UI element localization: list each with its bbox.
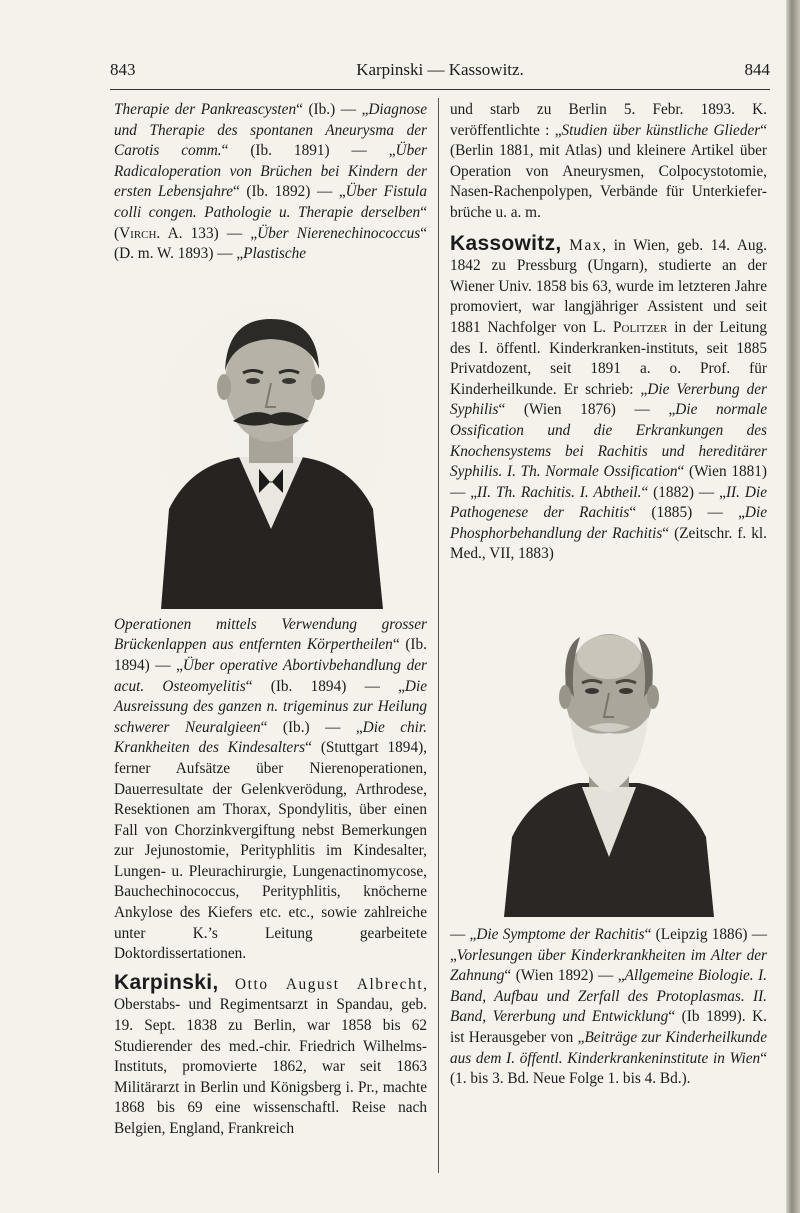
text-run: “ (Wien 1881) — „ xyxy=(450,463,768,501)
text-run: Über operative Abortivbehandlung der acut. Osteomyelitis xyxy=(114,656,427,695)
text-run: Die Symptome der Rachitis xyxy=(476,926,645,944)
portrait-kassowitz xyxy=(484,587,734,917)
text-run: “ (Zeitschr. f. kl. Med., VII, 1883) xyxy=(450,524,767,563)
text-run: II. Die Pathogenese der Rachitis xyxy=(450,483,767,522)
entry-name: Karpinski, xyxy=(114,970,219,994)
text-run: “ (Ib 1899). K. ist Herausgeber von „ xyxy=(450,1008,767,1047)
entry-karpinski xyxy=(114,970,427,1140)
text-run: “ (Ib. 1891) — „ xyxy=(221,142,396,160)
portrait-karpinski xyxy=(121,279,421,609)
text-run: , Oberstabs- und Regimentsarzt in Spandau, geb. 19. Sept. 1838 zu Berlin, war 1858 bis 62 Studierender des med.-chir. Friedrich Wilhelms-Instituts, promovierte 1862, war seit 1863 Militärarzt in Berlin und Königsberg i. Pr., machte 1868 bis 69 eine wissenschaftl. Reise nach Belgien, England, Frankreich xyxy=(114,975,427,1137)
text-run: Therapie der Pankreascysten xyxy=(114,101,297,118)
text-run xyxy=(219,976,235,993)
page-number-right: 844 xyxy=(744,60,770,79)
text-run: in der Leitung des I. öffentl. Kinderkranken-instituts, seit 1885 Privatdozent, seit 1891 a. o. Prof. für Kinderheilkunde. Er schrieb: „ xyxy=(450,318,767,398)
text-run: Beiträge zur Kinderheilkunde aus dem I. öffentl. Kinderkrankeninstitute in Wien xyxy=(450,1029,768,1067)
text-run: “ (D. m. W. 1893) — „ xyxy=(114,224,427,263)
text-run: Virch. xyxy=(119,224,161,242)
text-run: “ (1882) — „ xyxy=(641,483,726,501)
text-run: “ (Ib. 1892) — „ xyxy=(233,183,346,201)
left-column xyxy=(114,100,427,1140)
entry-paragraph xyxy=(114,615,427,965)
text-run: Operationen mittels Verwendung grosser Brückenlappen aus entfernten Körpertheilen xyxy=(114,615,427,654)
text-run: Die normale Ossification und die Erkrankungen des Knochensystems bei Rachitis und hereditärer Syphilis. I. Th. Normale Ossification xyxy=(450,401,767,481)
text-run: Max xyxy=(569,236,603,254)
text-run: A. 133) — „ xyxy=(160,224,258,242)
text-run: “ (Ib.) — „ xyxy=(296,101,369,118)
text-run: — „ xyxy=(450,926,477,944)
text-run: , in Wien, geb. 14. Aug. 1842 zu Pressburg (Ungarn), studierte an der Wiener Univ. 1858 bis 63, wurde im letzteren Jahre promoviert, war langjähriger Assistent und seit 1881 Nachfolger von L. xyxy=(450,236,767,336)
running-title: Karpinski — Kassowitz. xyxy=(356,60,524,79)
text-run: “ (Wien 1876) — „ xyxy=(498,401,676,419)
text-run: “ (Ib. 1894) — „ xyxy=(245,677,405,695)
text-run: “ (1. bis 3. Bd. Neue Folge 1. bis 4. Bd.). xyxy=(450,1049,767,1088)
header-rule xyxy=(110,89,770,90)
entry-paragraph xyxy=(114,100,427,265)
page-header xyxy=(110,60,770,86)
text-run: Vorlesungen über Kinderkrankheiten im Alter der Zahnung xyxy=(450,946,767,985)
text-run: Die Ausreissung des ganzen n. trigeminus zur Heilung schwerer Neuralgieen xyxy=(114,677,427,736)
page-number-left: 843 xyxy=(110,60,136,79)
text-run: “ (Ib.) — „ xyxy=(260,718,363,736)
entry-paragraph xyxy=(450,925,767,1090)
text-run: Allgemeine Biologie. I. Band, Aufbau und Zerfall des Protoplasmas. II. Band, Vererbung und Entwicklung xyxy=(450,967,767,1026)
entry-name: Kassowitz, xyxy=(450,231,562,255)
right-column xyxy=(450,100,767,1090)
text-run: “ (Wien 1892) — „ xyxy=(504,967,625,985)
text-run: Die Vererbung der Syphilis xyxy=(450,380,767,419)
text-run: Die Phosphorbehandlung der Rachitis xyxy=(450,504,767,542)
text-run: “ (Ib. 1894) — „ xyxy=(114,636,427,674)
text-run: Studien über künstliche Glieder xyxy=(561,121,761,139)
text-run: Diagnose und Therapie des spontanen Aneurysma der Carotis comm. xyxy=(114,101,427,160)
column-divider xyxy=(438,98,439,1173)
entry-kassowitz xyxy=(450,231,768,566)
text-run: Die chir. Krankheiten des Kindesalters xyxy=(114,718,428,757)
text-run: II. Th. Rachitis. I. Abtheil. xyxy=(477,483,642,501)
text-run: “ (Berlin 1881, mit Atlas) und kleinere Artikel über Operation von Aneurysmen, Colpocystotomie, Nasen-Rachenpolypen, Verbände für Unterkiefer-brüche u. a. m. xyxy=(450,121,768,221)
text-run: Über Fistula colli congen. Pathologie u. Therapie derselben xyxy=(114,183,427,221)
text-run: und starb zu Berlin 5. Febr. 1893. K. veröffentlichte : „ xyxy=(450,101,767,139)
entry-paragraph xyxy=(450,100,767,224)
text-run: “ (1885) — „ xyxy=(629,504,745,522)
text-run: Über Radicaloperation von Brüchen bei Kindern der ersten Lebensjahre xyxy=(114,142,427,201)
text-run: Otto August Albrecht xyxy=(235,975,424,993)
text-run: “ (Stuttgart 1894), ferner Aufsätze über Nierenoperationen, Dauerresultate der Gelenkverödung, Arthrodese, Resektionen am Thorax, Spondylitis, über einen Fall von Chorzinkvergiftung nebst Bemerkungen zur Jejunostomie, Perityphlitis im Kindesalter, Lungen- u. Pleurachirurgie, Lungenactinomycose, Bauchechinococcus, Perityphlitis, knöcherne Ankylose des Kiefers etc. etc., sowie zahlreiche unter K.’s Leitung gearbeitete Doktordissertationen. xyxy=(114,739,428,963)
text-run: Über Nierenechinococcus xyxy=(257,224,421,242)
text-run: “ (Leipzig 1886) — „ xyxy=(450,926,767,964)
text-run: Politzer xyxy=(613,318,668,336)
text-run: “ ( xyxy=(114,203,427,242)
page-edge xyxy=(786,0,800,1213)
text-run: Plastische xyxy=(243,245,307,263)
